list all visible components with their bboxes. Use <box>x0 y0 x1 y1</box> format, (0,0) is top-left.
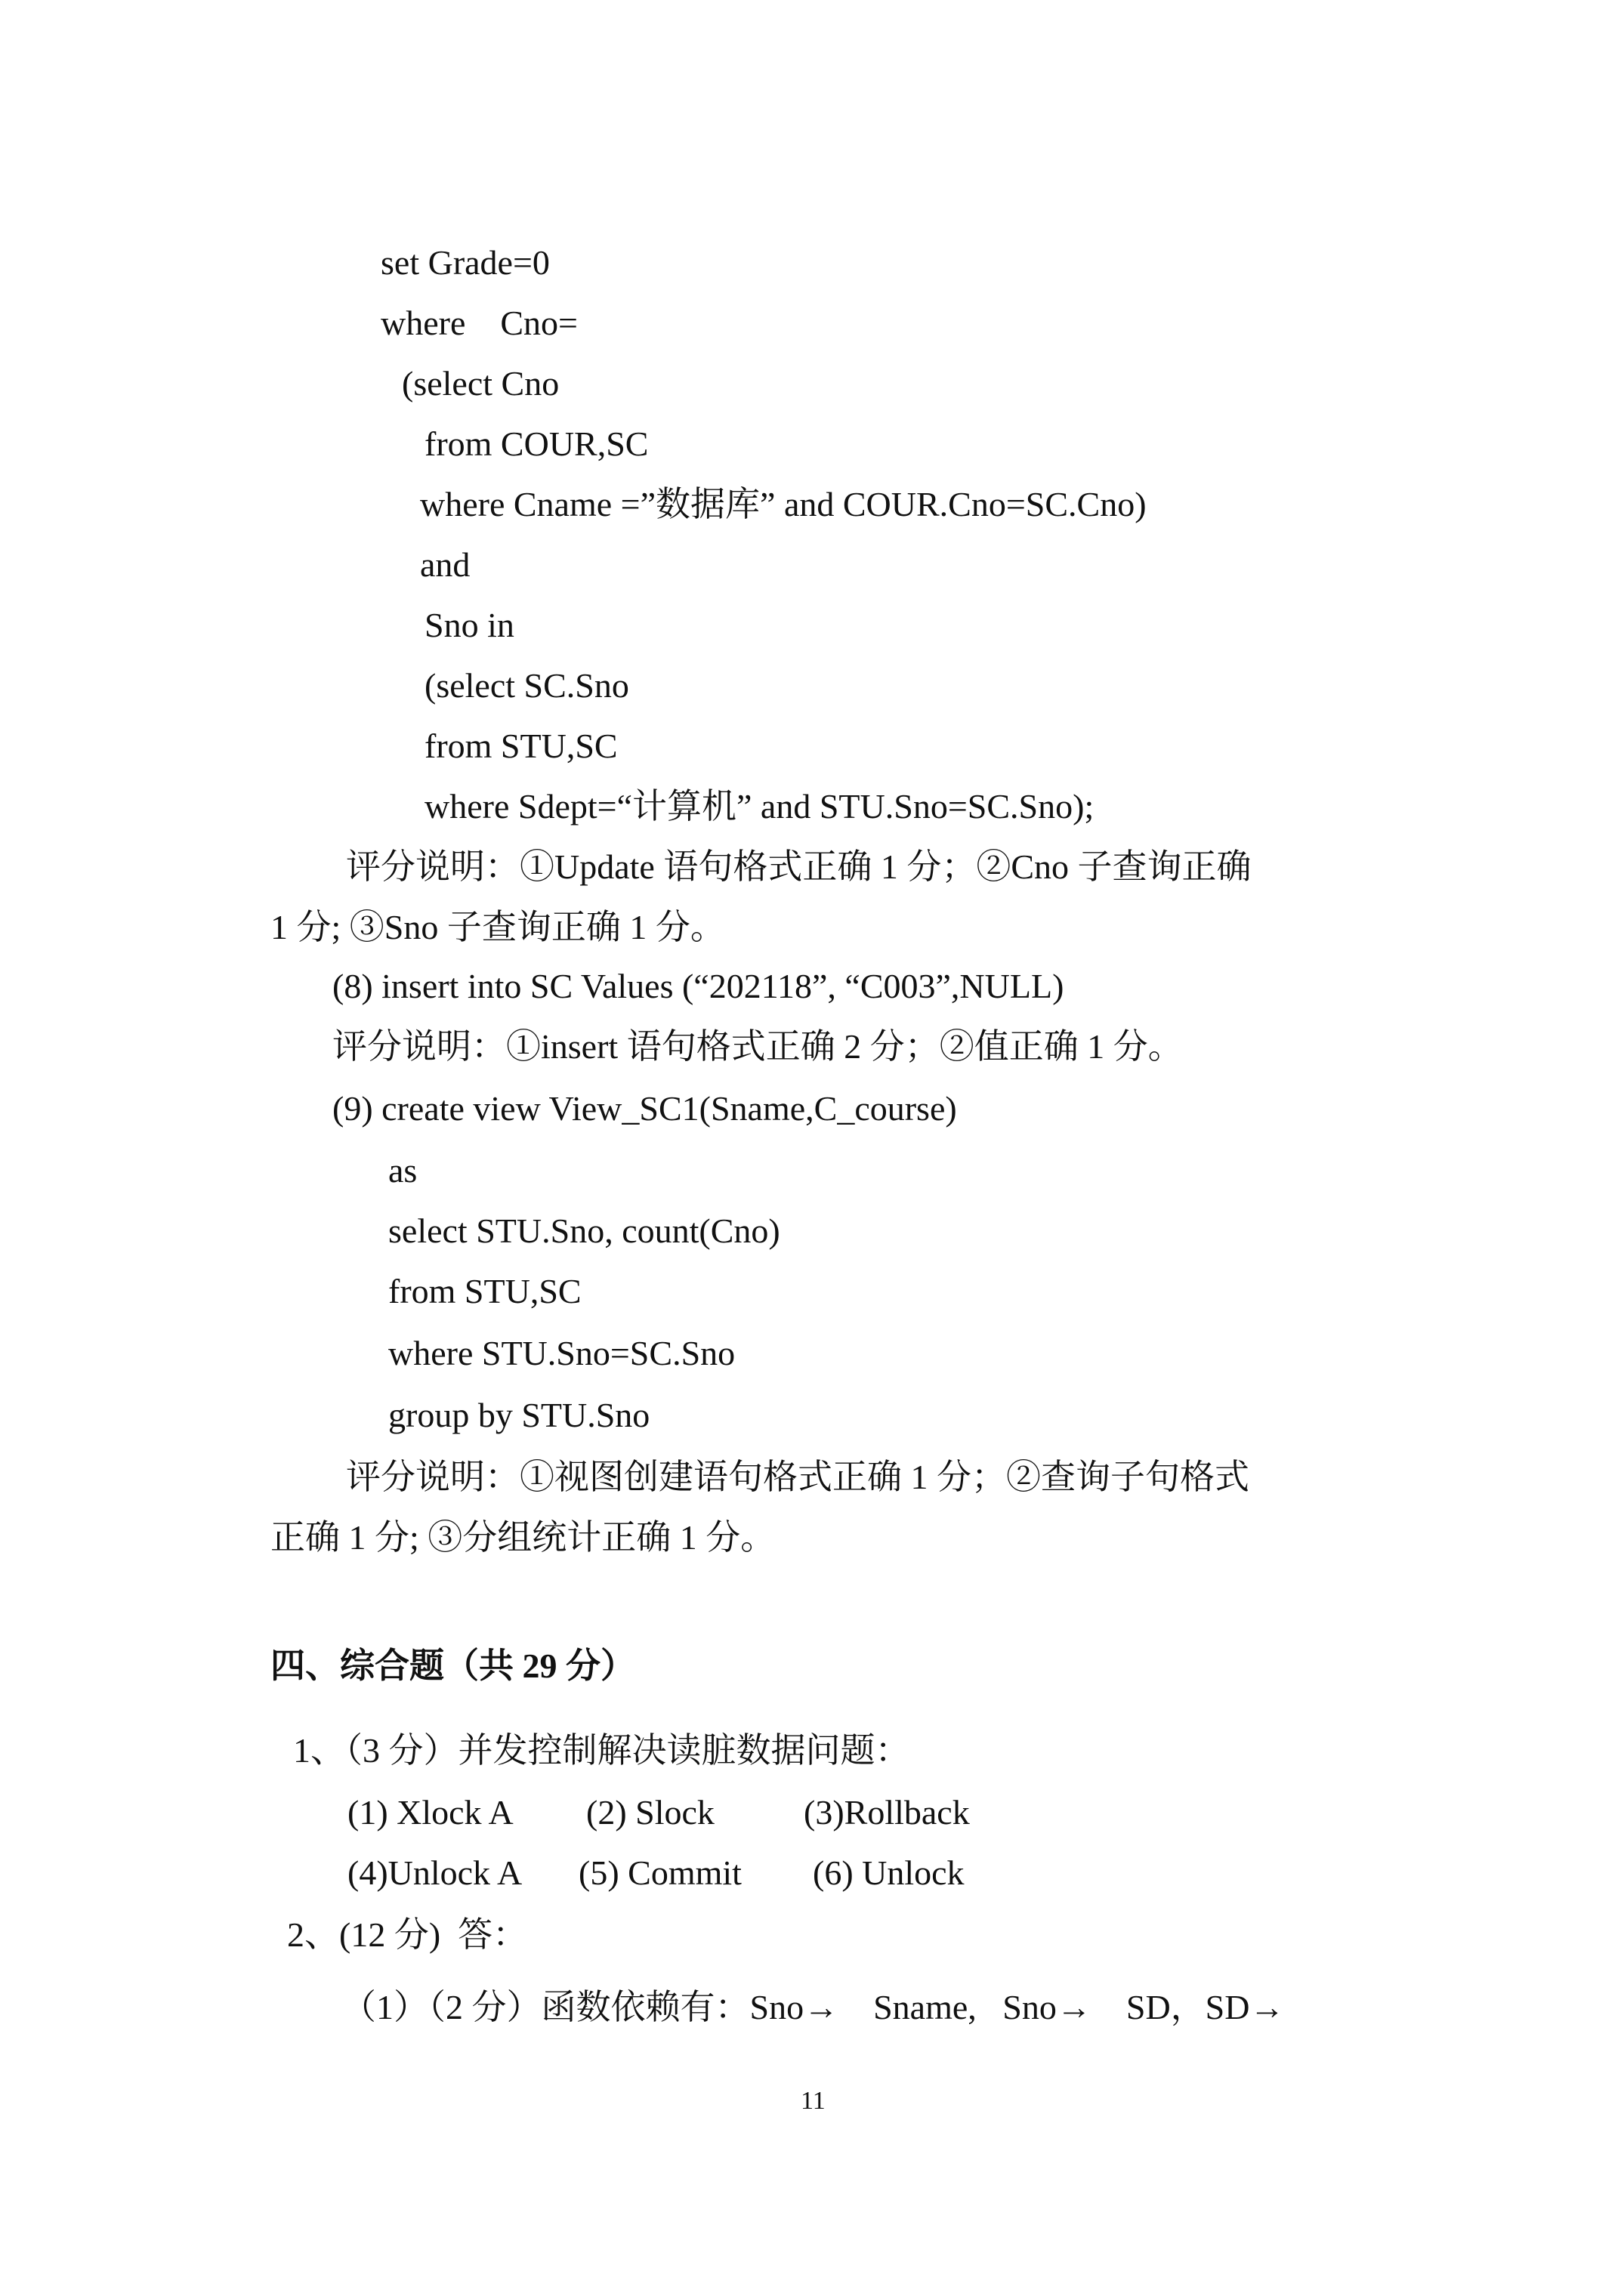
scoring-note: 评分说明：①视图创建语句格式正确 1 分；②查询子句格式 <box>346 1458 1249 1496</box>
q9-sql-line: group by STU.Sno <box>388 1396 650 1434</box>
sql-line: where Sdept=“计算机” and STU.Sno=SC.Sno); <box>425 787 1095 826</box>
q9-sql-line: where STU.Sno=SC.Sno <box>388 1334 736 1372</box>
sql-line: where Cno= <box>381 304 578 342</box>
question-title: 1、（3 分）并发控制解决读脏数据问题： <box>293 1731 910 1770</box>
scoring-note: 正确 1 分; ③分组统计正确 1 分。 <box>270 1518 776 1557</box>
question-title: 2、(12 分) 答： <box>287 1915 528 1954</box>
sql-line: set Grade=0 <box>381 243 550 282</box>
sql-line: from COUR,SC <box>425 424 649 463</box>
answer-step: (6) Unlock <box>813 1853 965 1892</box>
section-heading: 四、综合题（共 29 分） <box>270 1646 635 1685</box>
sql-line: from STU,SC <box>425 727 618 765</box>
q9-sql-line: select STU.Sno, count(Cno) <box>388 1211 780 1250</box>
q8-sql: (8) insert into SC Values (“202118”, “C003”,NULL) <box>332 967 1064 1005</box>
scoring-note: 评分说明：①insert 语句格式正确 2 分；②值正确 1 分。 <box>332 1027 1183 1066</box>
sql-line: (select Cno <box>402 364 560 403</box>
q9-sql-line: from STU,SC <box>388 1272 582 1310</box>
sql-line: Sno in <box>425 606 514 644</box>
answer-step: (5) Commit <box>579 1853 742 1892</box>
answer-line: （1）（2 分）函数依赖有：Sno→ Sname, Sno→ SD，SD→ <box>341 1988 1285 2026</box>
sql-line: (select SC.Sno <box>425 666 629 705</box>
sql-line: where Cname =”数据库” and COUR.Cno=SC.Cno) <box>420 485 1147 523</box>
answer-step: (1) Xlock A <box>347 1793 514 1832</box>
sql-line: and <box>420 545 471 584</box>
q9-sql-line: as <box>388 1151 418 1190</box>
answer-step: (3)Rollback <box>804 1793 970 1832</box>
scoring-note: 1 分; ③Sno 子查询正确 1 分。 <box>270 908 725 946</box>
answer-step: (4)Unlock A <box>347 1853 523 1892</box>
answer-step: (2) Slock <box>586 1793 715 1832</box>
page-number: 11 <box>801 2087 826 2115</box>
scoring-note: 评分说明：①Update 语句格式正确 1 分；②Cno 子查询正确 <box>346 847 1252 886</box>
q9-sql-line: (9) create view View_SC1(Sname,C_course) <box>332 1089 957 1128</box>
